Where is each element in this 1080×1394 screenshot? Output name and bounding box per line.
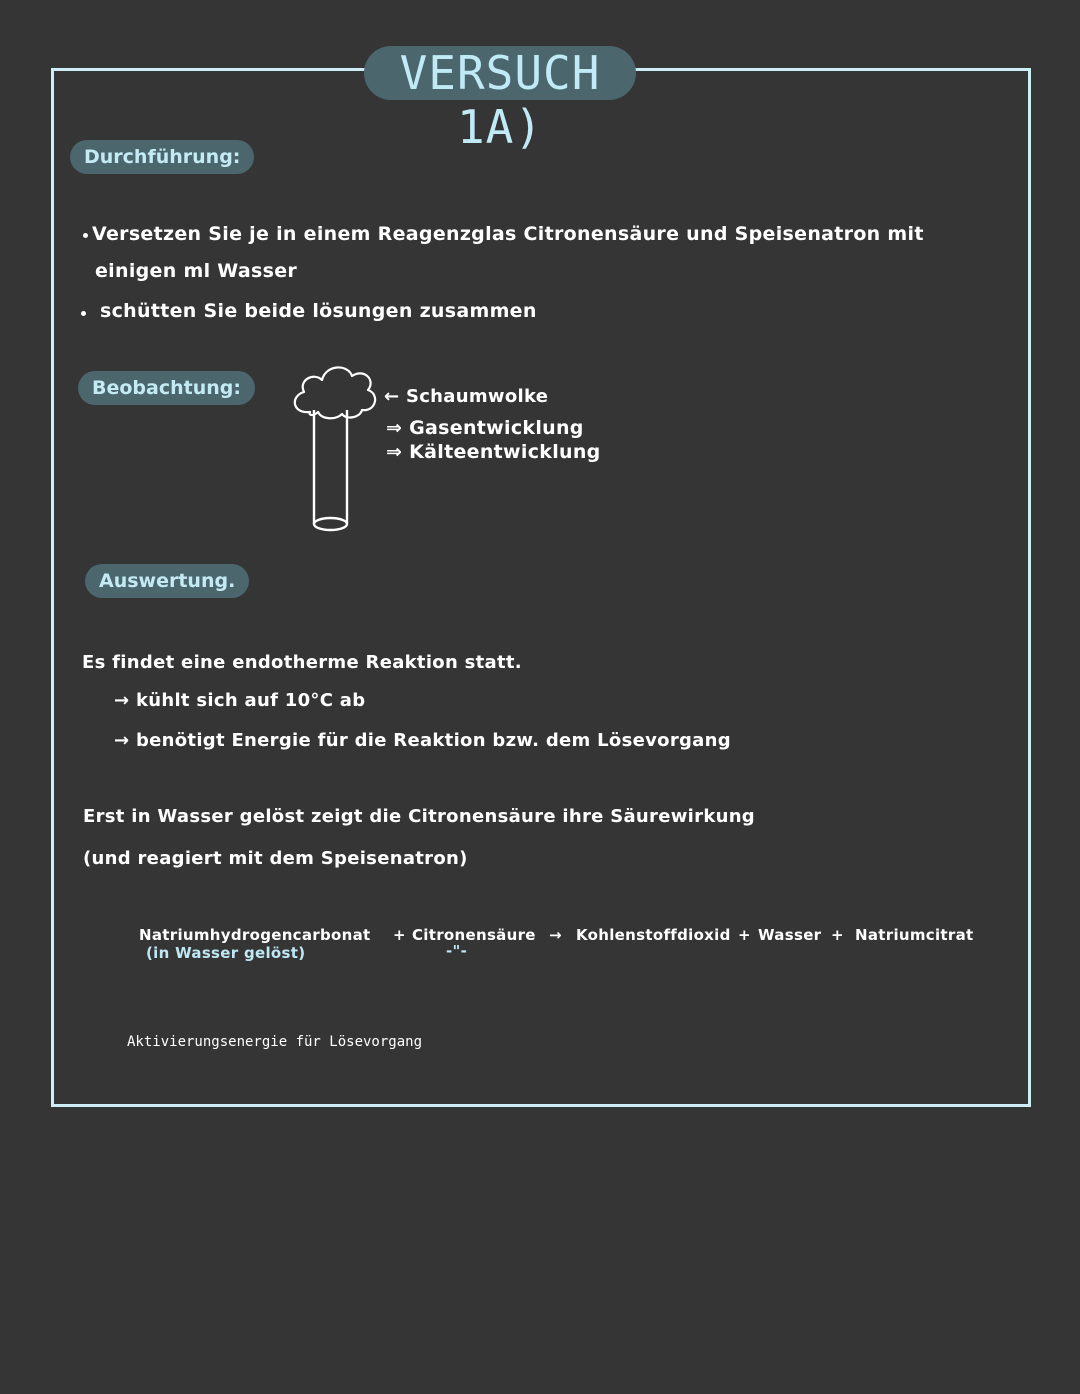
equation-product-2: Wasser	[758, 926, 822, 944]
auswertung-line-4: Erst in Wasser gelöst zeigt die Citronensäure ihre Säurewirkung	[83, 806, 755, 827]
equation-arrow: →	[549, 926, 562, 944]
bullet-icon	[83, 233, 88, 238]
equation-plus-3: +	[831, 926, 844, 944]
footer-note: Aktivierungsenergie für Lösevorgang	[127, 1034, 423, 1050]
section-label-durchfuehrung: Durchführung:	[70, 140, 254, 174]
section-label-beobachtung: Beobachtung:	[78, 371, 255, 405]
test-tube-foam-drawing	[290, 362, 380, 537]
section-label-auswertung: Auswertung.	[85, 564, 249, 598]
step-1-line-1: Versetzen Sie je in einem Reagenzglas Citronensäure und Speisenatron mit	[92, 223, 924, 245]
bullet-icon	[81, 311, 86, 316]
annotation-cold: ⇒ Kälteentwicklung	[386, 441, 601, 463]
annotation-foam: ← Schaumwolke	[384, 386, 549, 407]
equation-product-1: Kohlenstoffdioxid	[576, 926, 731, 944]
equation-reactant-2: Citronensäure	[412, 926, 536, 944]
auswertung-line-3: → benötigt Energie für die Reaktion bzw. dem Lösevorgang	[114, 730, 731, 751]
equation-reactant-1: Natriumhydrogencarbonat	[139, 926, 371, 944]
equation-plus-1: +	[393, 926, 406, 944]
step-1-line-2: einigen ml Wasser	[95, 260, 298, 282]
equation-product-3: Natriumcitrat	[855, 926, 974, 944]
foam-cloud-icon	[295, 367, 375, 418]
equation-reactant-1-note: (in Wasser gelöst)	[146, 944, 306, 962]
auswertung-line-2: → kühlt sich auf 10°C ab	[114, 690, 366, 711]
equation-plus-2: +	[738, 926, 751, 944]
test-tube-bottom	[314, 518, 347, 530]
annotation-gas: ⇒ Gasentwicklung	[386, 417, 584, 439]
auswertung-line-5: (und reagiert mit dem Speisenatron)	[83, 848, 468, 869]
page-title: VERSUCH 1A)	[364, 46, 636, 100]
step-2: schütten Sie beide lösungen zusammen	[100, 300, 537, 322]
equation-reactant-2-note: -"-	[446, 942, 468, 960]
auswertung-line-1: Es findet eine endotherme Reaktion statt.	[82, 652, 522, 673]
